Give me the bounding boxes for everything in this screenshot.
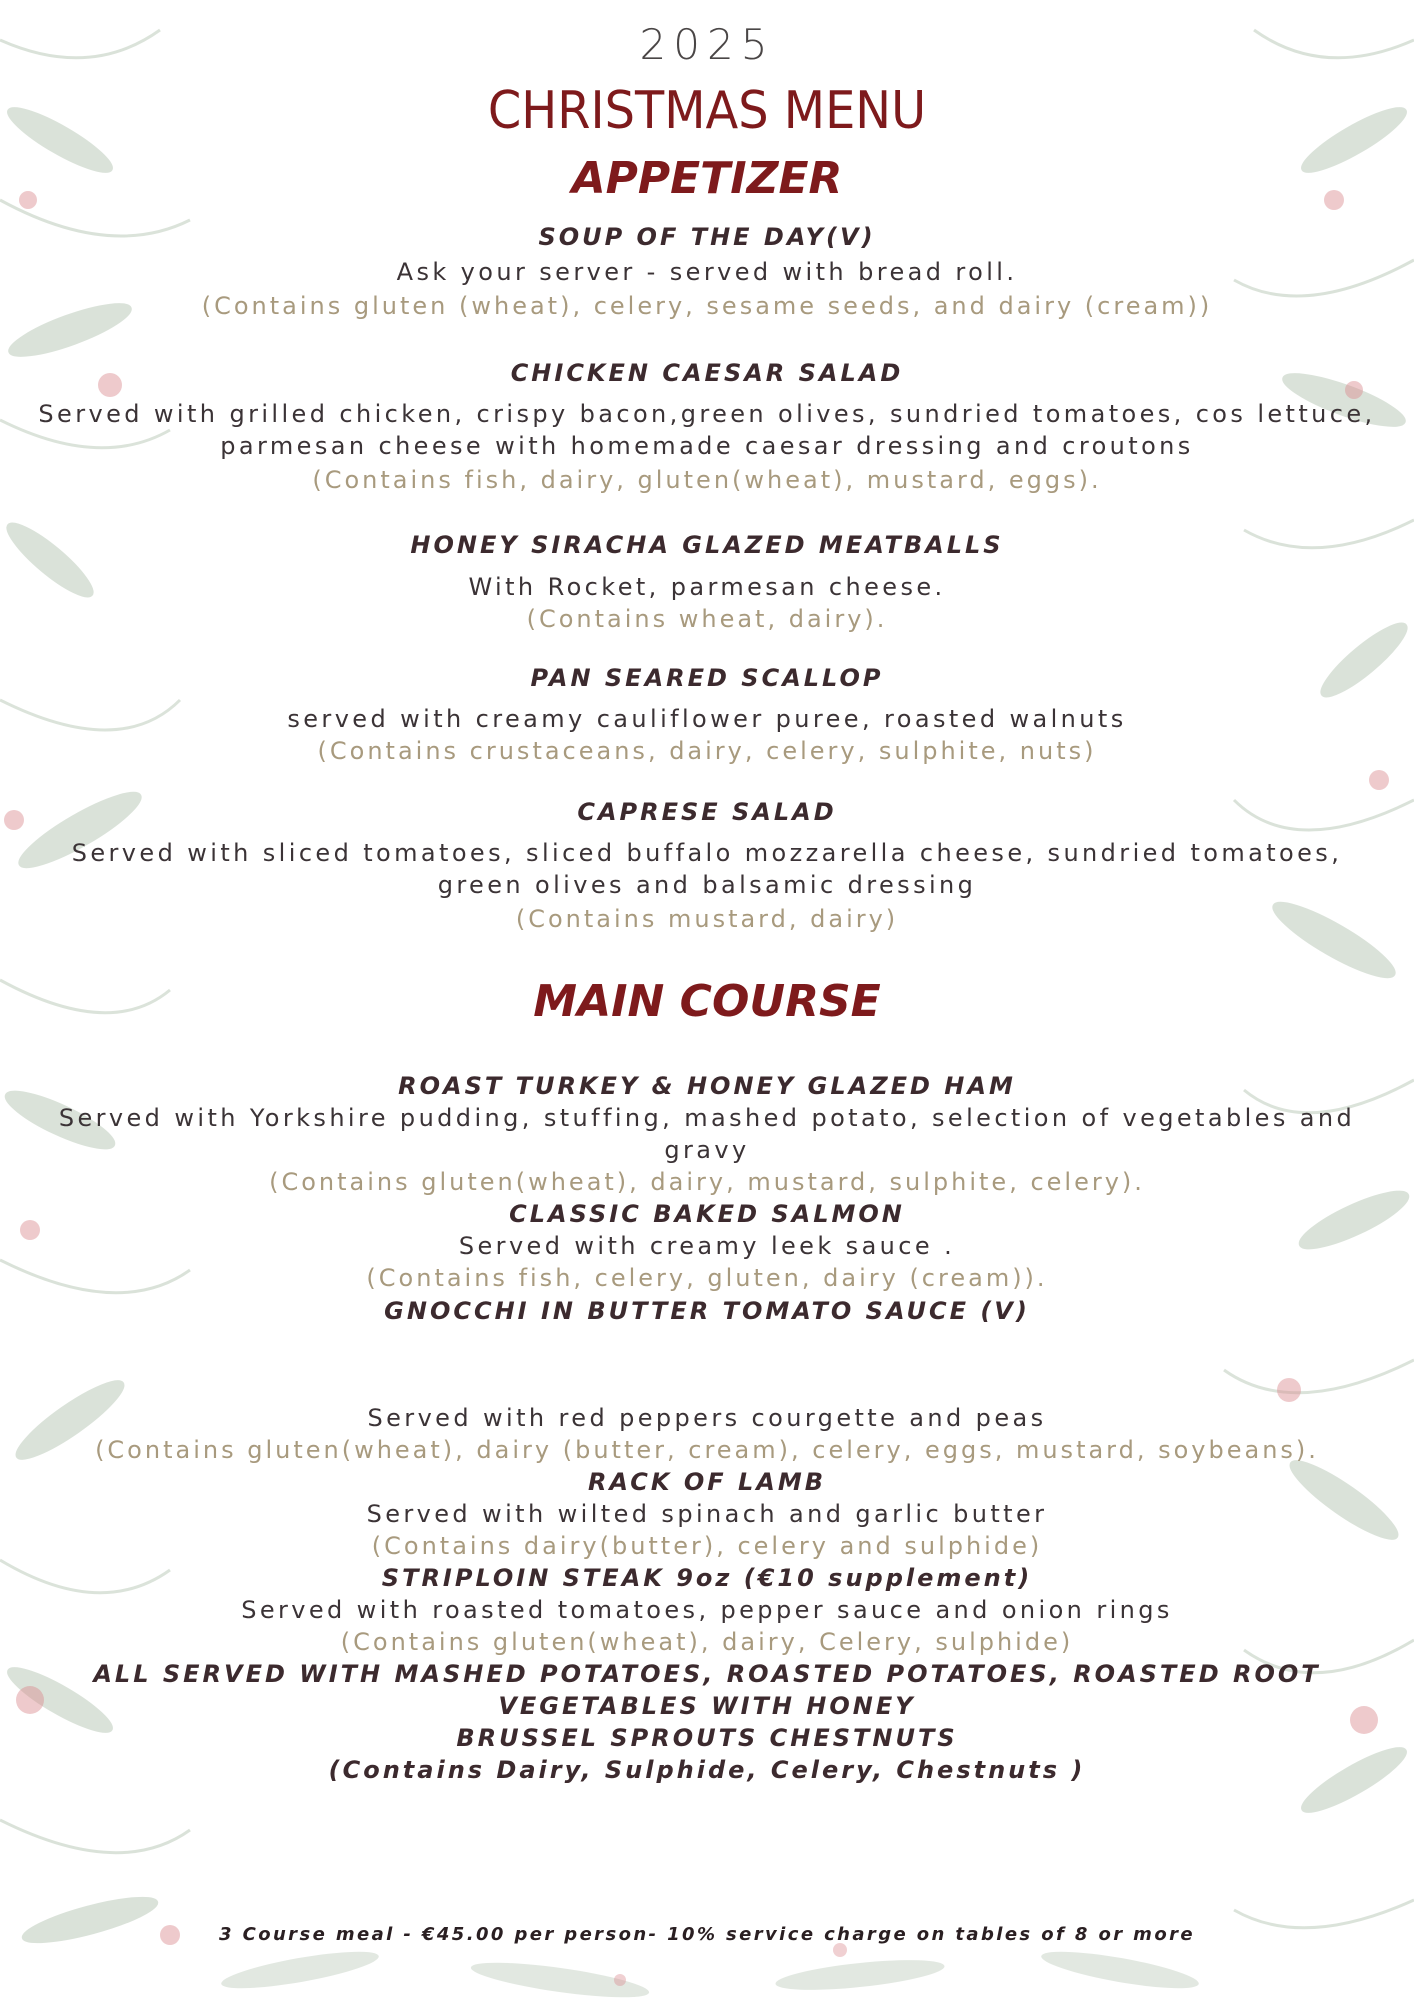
dish-name: PAN SEARED SCALLOP	[530, 664, 884, 692]
served-with-allergens: (Contains Dairy, Sulphide, Celery, Chestnuts )	[328, 1756, 1086, 1784]
dish-allergens: (Contains crustaceans, dairy, celery, sulphite, nuts)	[317, 737, 1097, 765]
dish-allergens: (Contains gluten(wheat), dairy, Celery, sulphide)	[340, 1628, 1074, 1656]
dish-name: CLASSIC BAKED SALMON	[509, 1200, 905, 1228]
dish-allergens: (Contains mustard, dairy)	[515, 905, 899, 933]
dish-description: parmesan cheese with homemade caesar dressing and croutons	[220, 432, 1194, 460]
dish-description: Served with roasted tomatoes, pepper sauce and onion rings	[241, 1596, 1173, 1624]
dish-description: green olives and balsamic dressing	[437, 871, 977, 899]
dish-description: gravy	[664, 1136, 750, 1164]
price-footer: 3 Course meal - €45.00 per person- 10% service charge on tables of 8 or more	[219, 1924, 1195, 1945]
dish-allergens: (Contains fish, celery, gluten, dairy (cream)).	[366, 1264, 1048, 1292]
dish-allergens: (Contains gluten(wheat), dairy (butter, cream), celery, eggs, mustard, soybeans).	[95, 1436, 1319, 1464]
dish-description: Served with sliced tomatoes, sliced buffalo mozzarella cheese, sundried tomatoes,	[71, 839, 1343, 867]
menu-title: CHRISTMAS MENU	[487, 81, 927, 141]
served-with-note: ALL SERVED WITH MASHED POTATOES, ROASTED POTATOES, ROASTED ROOT	[93, 1660, 1321, 1688]
dish-name: SOUP OF THE DAY(V)	[538, 223, 876, 251]
dish-description: With Rocket, parmesan cheese.	[468, 573, 946, 601]
served-with-note: VEGETABLES WITH HONEY	[498, 1692, 916, 1720]
dish-name: HONEY SIRACHA GLAZED MEATBALLS	[410, 531, 1004, 559]
dish-allergens: (Contains dairy(butter), celery and sulphide)	[371, 1532, 1043, 1560]
dish-description: served with creamy cauliflower puree, roasted walnuts	[287, 705, 1127, 733]
main-course-heading: MAIN COURSE	[533, 976, 881, 1027]
dish-name: GNOCCHI IN BUTTER TOMATO SAUCE (V)	[384, 1297, 1030, 1325]
dish-name: CHICKEN CAESAR SALAD	[510, 359, 904, 387]
dish-allergens: (Contains wheat, dairy).	[526, 605, 888, 633]
dish-name: RACK OF LAMB	[587, 1468, 827, 1496]
dish-name: ROAST TURKEY & HONEY GLAZED HAM	[398, 1072, 1016, 1100]
dish-allergens: (Contains gluten(wheat), dairy, mustard, sulphite, celery).	[269, 1168, 1145, 1196]
dish-description: Ask your server - served with bread roll.	[396, 258, 1018, 286]
dish-description: Served with Yorkshire pudding, stuffing, mashed potato, selection of vegetables and	[58, 1104, 1356, 1132]
dish-allergens: (Contains gluten (wheat), celery, sesame seeds, and dairy (cream))	[201, 292, 1213, 320]
dish-description: Served with grilled chicken, crispy bacon,green olives, sundried tomatoes, cos lettuce,	[38, 400, 1376, 428]
menu-year: 2025	[639, 20, 775, 69]
dish-description: Served with creamy leek sauce .	[458, 1232, 956, 1260]
dish-description: Served with wilted spinach and garlic butter	[366, 1500, 1048, 1528]
dish-allergens: (Contains fish, dairy, gluten(wheat), mustard, eggs).	[312, 466, 1102, 494]
dish-name: STRIPLOIN STEAK 9oz (€10 supplement)	[381, 1564, 1033, 1592]
appetizer-heading: APPETIZER	[571, 153, 843, 204]
dish-name: CAPRESE SALAD	[577, 798, 837, 826]
served-with-note: BRUSSEL SPROUTS CHESTNUTS	[456, 1724, 958, 1752]
dish-description: Served with red peppers courgette and peas	[367, 1404, 1047, 1432]
